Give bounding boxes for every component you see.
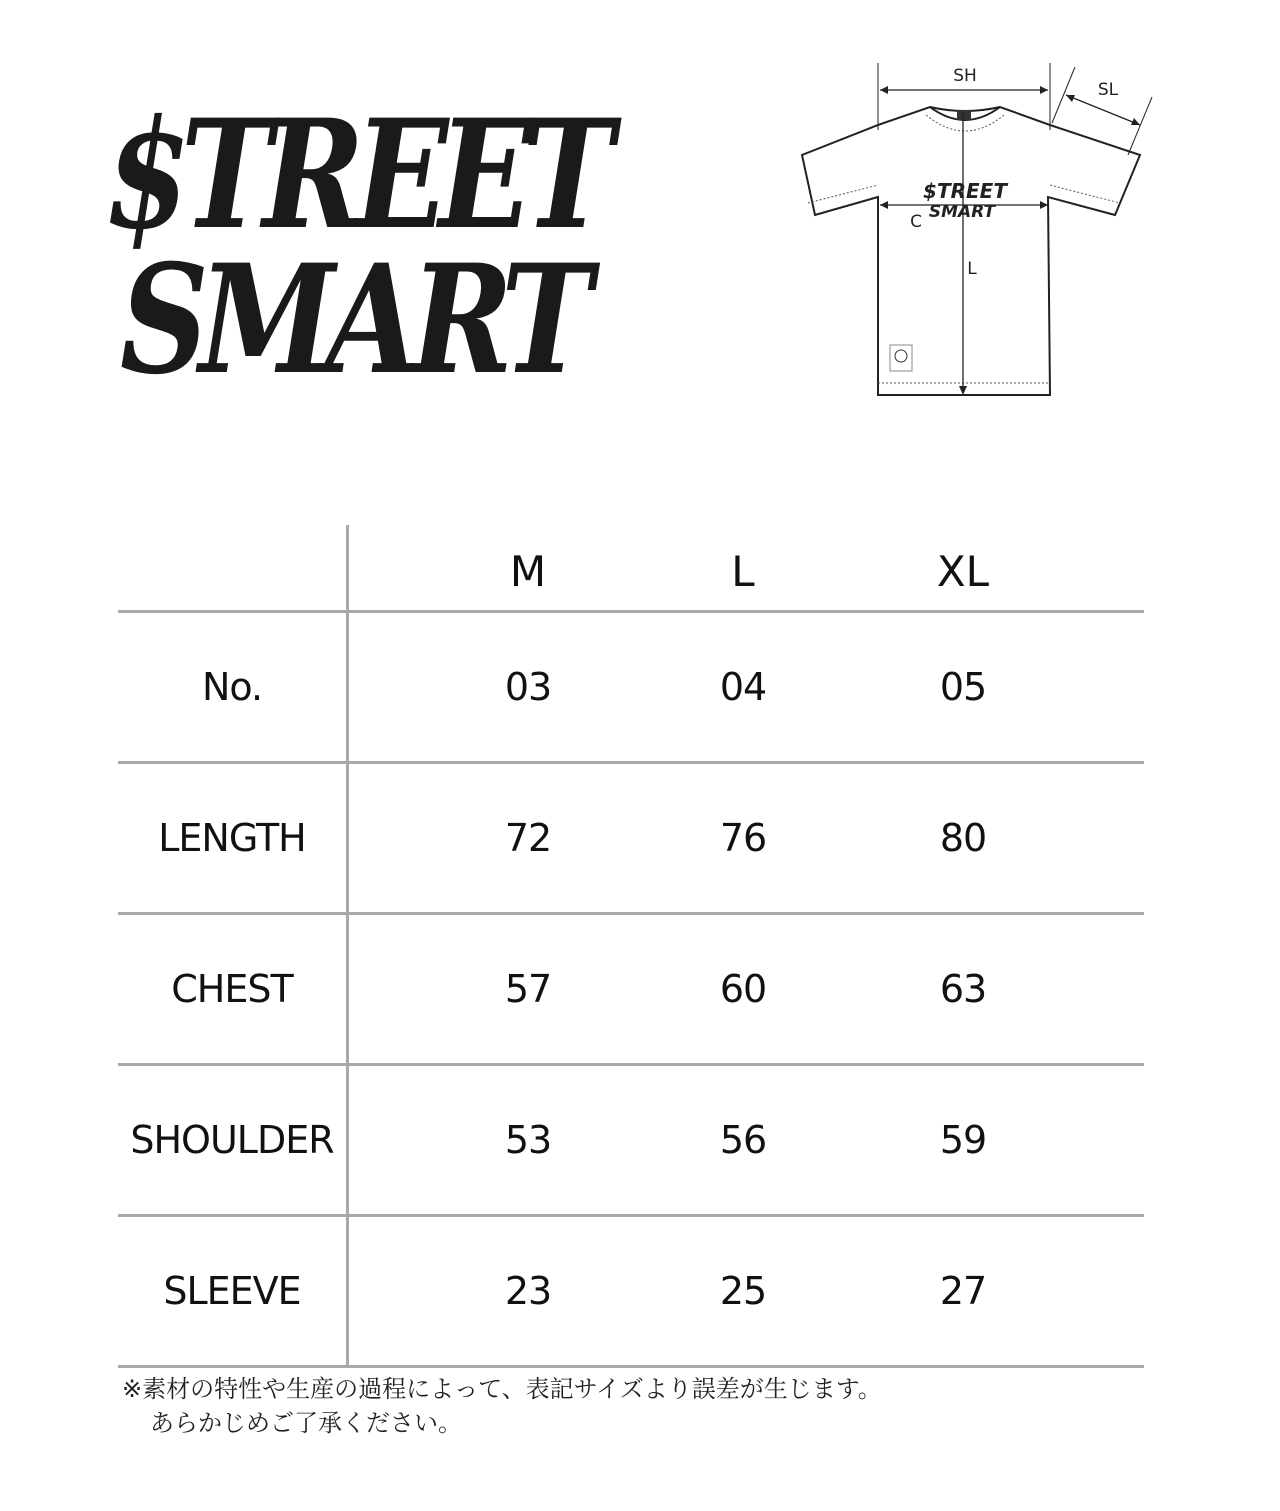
row-label-chest: CHEST [171, 967, 293, 1011]
logo-line-1: $TREET [105, 87, 605, 263]
table-cell: 23 [504, 1269, 552, 1313]
table-divider [346, 1066, 349, 1214]
row-label-sleeve: SLEEVE [163, 1269, 301, 1313]
table-cell: 59 [939, 1118, 987, 1162]
row-label-length: LENGTH [158, 816, 306, 860]
table-cell: 04 [719, 665, 767, 709]
table-row [118, 1217, 1144, 1368]
sh-label: SH [953, 66, 977, 86]
note-line-2: あらかじめご了承ください。 [150, 1409, 462, 1437]
table-divider [346, 1217, 349, 1365]
shirt-print-line-1: $TREET [923, 179, 1007, 203]
table-divider [346, 764, 349, 912]
table-cell: 57 [504, 967, 552, 1011]
column-header-xl: XL [936, 547, 990, 596]
tshirt-measurement-diagram [790, 55, 1170, 405]
table-row [118, 915, 1144, 1066]
size-chart-table [118, 525, 1144, 1368]
table-cell: 25 [719, 1269, 767, 1313]
size-disclaimer-note [122, 1372, 882, 1440]
l-label: L [967, 259, 977, 279]
logo-line-2: SMART [120, 232, 583, 408]
row-label-shoulder: SHOULDER [130, 1118, 334, 1162]
table-cell: 63 [939, 967, 987, 1011]
table-cell: 27 [939, 1269, 987, 1313]
table-cell: 76 [719, 816, 767, 860]
row-label-number: No. [201, 665, 263, 709]
table-cell: 60 [719, 967, 767, 1011]
shirt-print-line-2: SMART [928, 202, 996, 222]
table-cell: 05 [939, 665, 987, 709]
table-cell: 72 [504, 816, 552, 860]
tshirt-diagram-svg [790, 55, 1170, 405]
table-cell: 80 [939, 816, 987, 860]
column-header-m: M [509, 547, 547, 596]
sl-label: SL [1097, 80, 1119, 100]
table-divider [346, 915, 349, 1063]
table-row [118, 764, 1144, 915]
note-line-1: ※素材の特性や生産の過程によって、表記サイズより誤差が生じます。 [122, 1375, 882, 1403]
table-divider [346, 613, 349, 761]
table-header-row [118, 525, 1144, 613]
table-cell: 56 [719, 1118, 767, 1162]
column-header-l: L [731, 547, 755, 596]
table-cell: 53 [504, 1118, 552, 1162]
table-cell: 03 [504, 665, 552, 709]
brand-logo [105, 87, 665, 408]
table-row [118, 613, 1144, 764]
table-row [118, 1066, 1144, 1217]
c-label: C [910, 212, 922, 232]
tshirt-outline [802, 107, 1140, 395]
table-divider [346, 525, 349, 610]
